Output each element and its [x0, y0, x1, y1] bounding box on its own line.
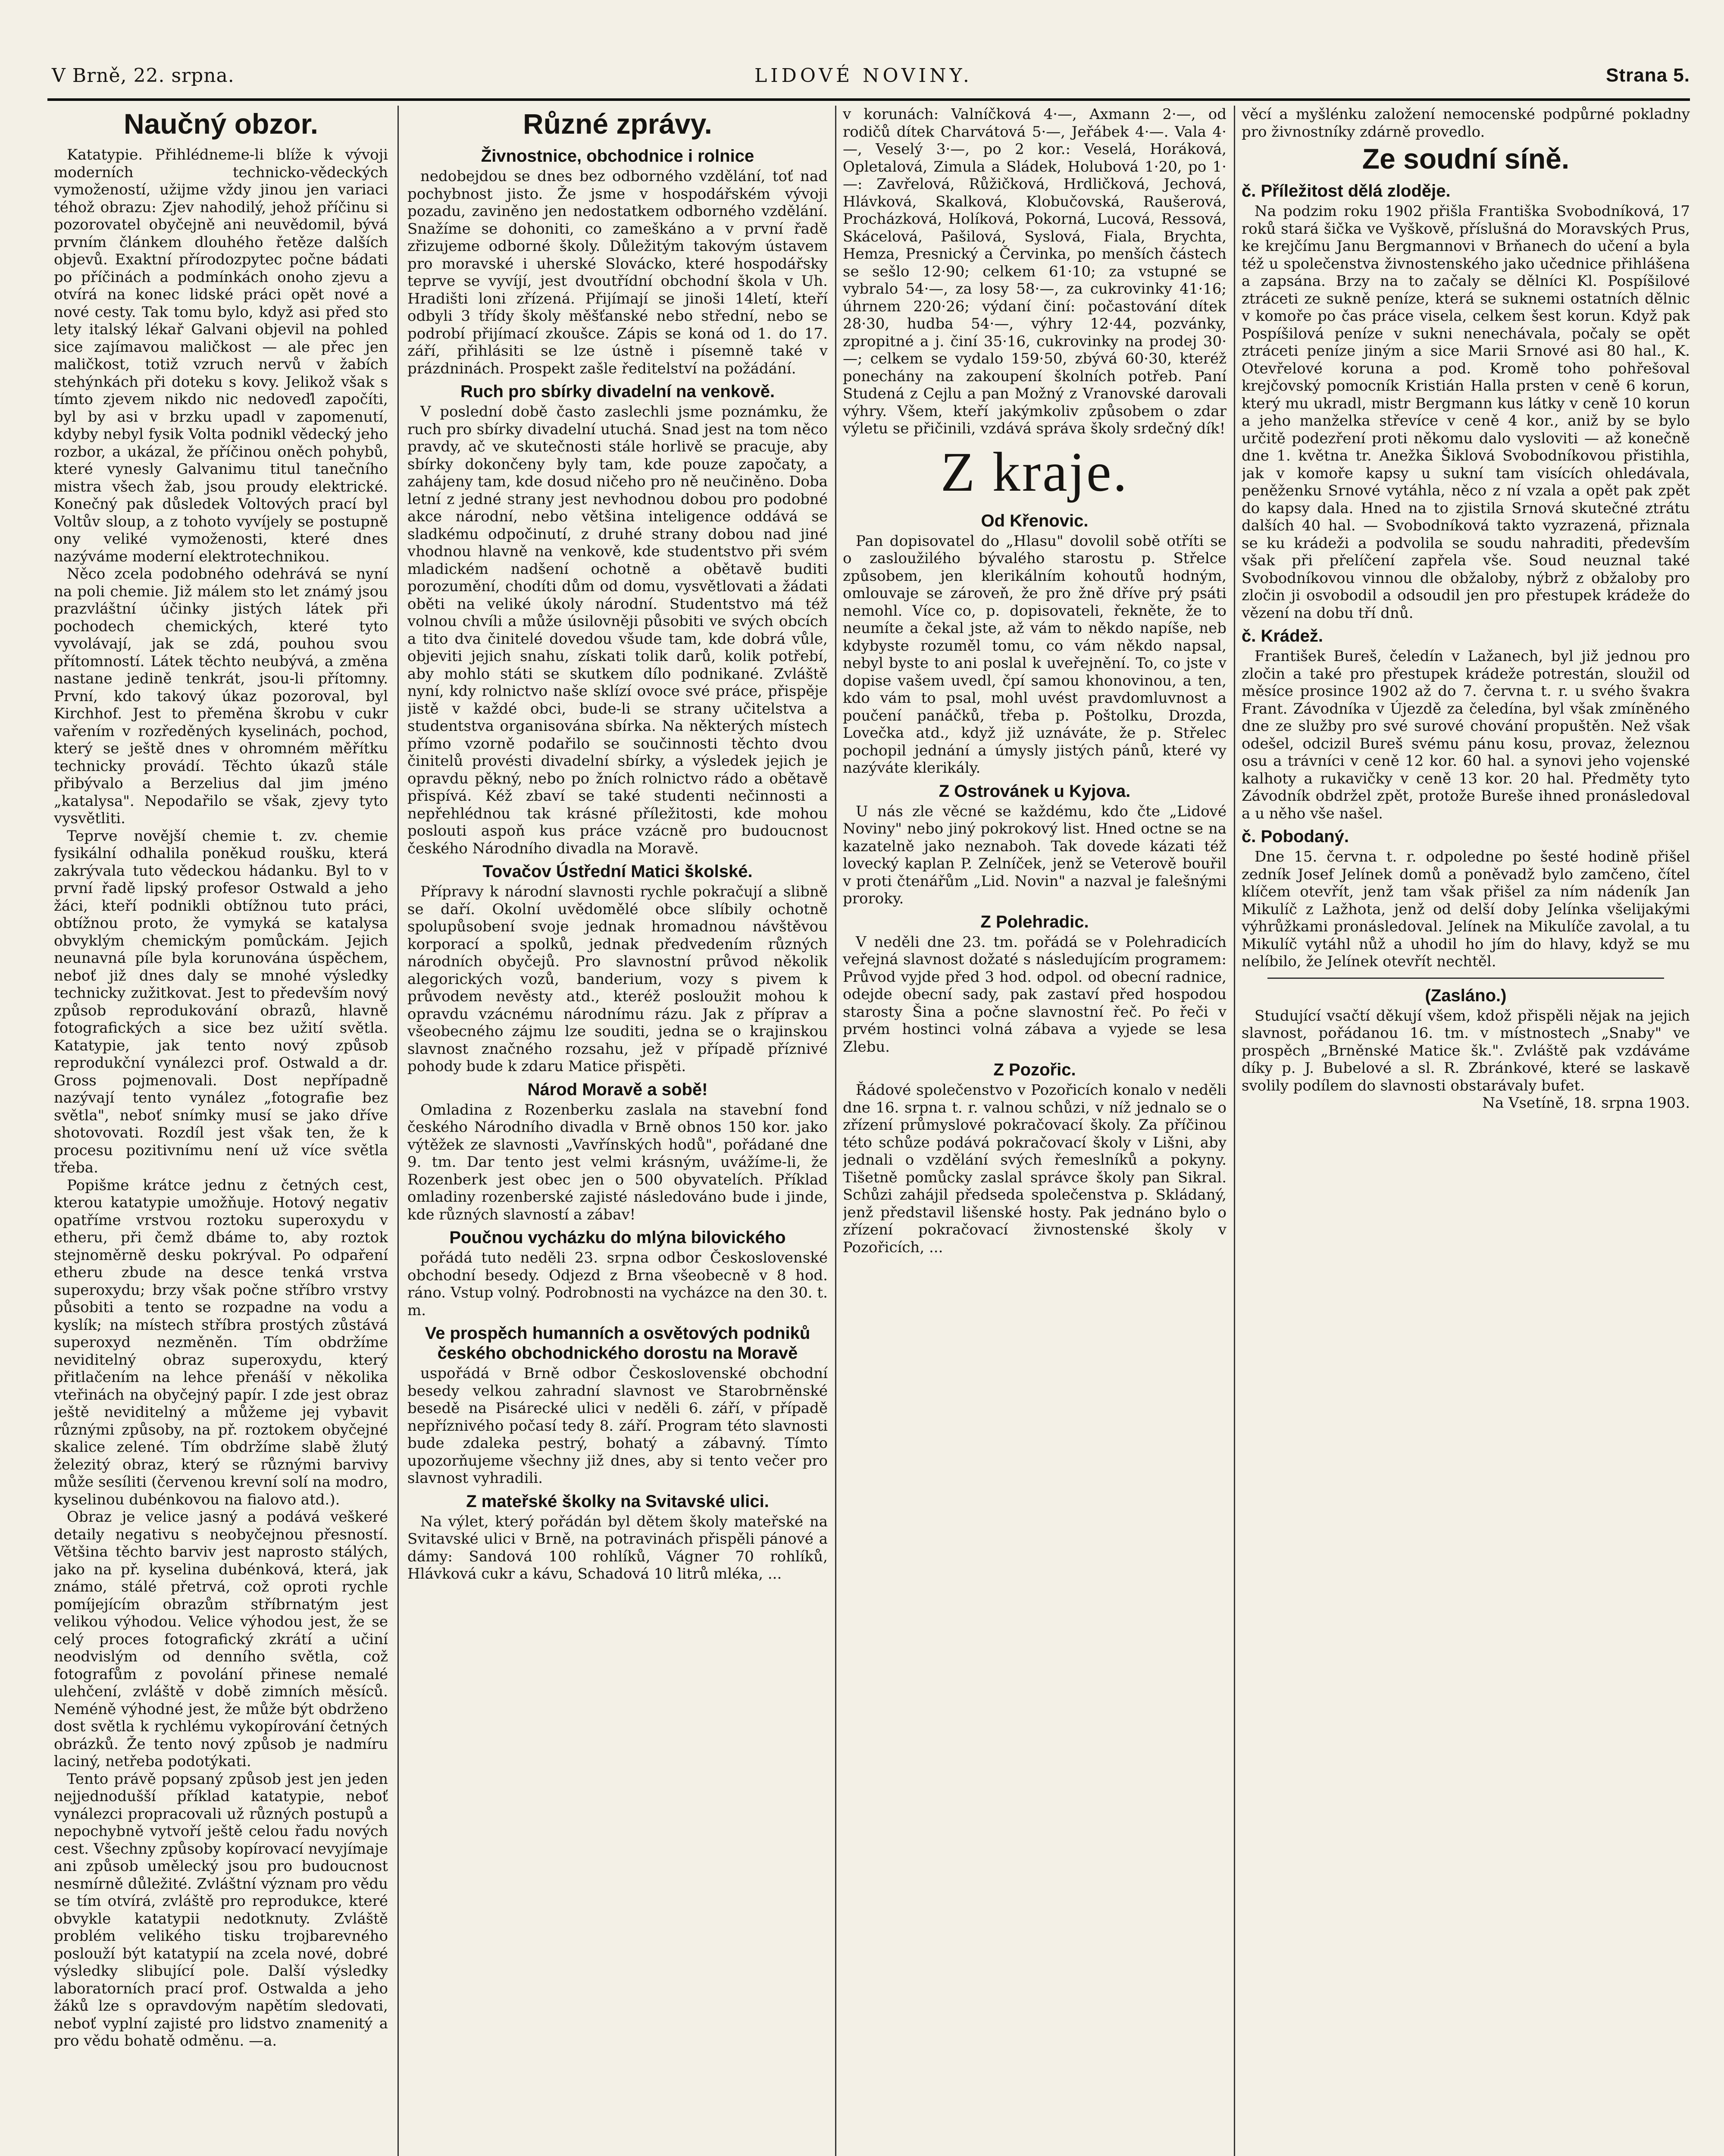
notice-heading: (Zasláno.) [1425, 986, 1507, 1005]
section-heading: Různé zprávy. [523, 108, 712, 140]
news-title: Z mateřské školky na Svitavské ulici. [466, 1492, 769, 1511]
court-title: č. Pobodaný. [1242, 827, 1349, 846]
regional-text: V neděli dne 23. tm. pořádá se v Polehradicích veřejná slavnost dožaté s následujícím programem: Průvod vyjde před 3 hod. odpol. od obecní radnice, odejde obecní sady, pak zastaví před hospodou starosty Šina a počne slavnostní řeč. Po řeči v prvém hostinci volná zábava a vyjede se lesa Zlebu. [843, 933, 1227, 1056]
article-paragraph: Tento právě popsaný způsob jest jen jeden nejjednodušší příklad katatypie, neboť vynálezci propracovali už různých postupů a nepochybně vytvoří ještě celou řadu nových cest. Všechny způsoby kopírovací nevyjímaje ani způsob umělecký jsou pro budoucnost nesmírně důležité. Zvláštní význam pro vědu se tím otvírá, zvláště pro reprodukce, které obvykle katatypii nedotknuty. Zvláště problém velikého tisku trojbarevného poslouží být katatypií na zcela nové, dobré výsledky slibující pole. Další výsledky laboratorních prací prof. Ostwalda a jeho žáků lze s opravdovým napětím sledovati, neboť vyplní zajisté pro lidstvo znamenitý a pro vědu bohatě odměnu. —a. [54, 1770, 388, 2049]
news-title: Národ Moravě a sobě! [527, 1080, 708, 1099]
section-heading: Ze soudní síně. [1362, 143, 1570, 175]
news-text: nedobejdou se dnes bez odborného vzdělání, toť nad pochybnost jisto. Že jsme v hospodářském vývoji pozadu, zaviněno jen nedostatkem odborného vzdělání. Snažíme se dohoniti, co zameškáno a v první řadě zřizujeme odborné školy. Důležitým takovým ústavem pro moravské i uherské Slovácko, které hospodářsky teprve se vyvíjí, jest dvoutřídní obchodní škola v Uh. Hradišti loni zřízená. Přijímají se jinoši 14letí, kteří odbyli 3 třídy školy měšťanské nebo střední, nebo se podrobí přijímací zkoušce. Zápis se koná od 1. do 17. září, přihlásiti se lze ústně i písemně také v prázdninách. Prospekt zašle ředitelství na požádání. [407, 168, 828, 377]
article-paragraph: Teprve novější chemie t. zv. chemie fysikální odhalila poněkud roušku, která zakrývala tuto vědeckou hádanku. Byl to v první řadě lipský profesor Ostwald a jeho žáci, kteří podnikli obtížnou tuto práci, obtížnou proto, že vymyká se katalysa obvyklým chemickým pomůckám. Jejich neunavná píle byla korunována úspěchem, neboť již dnes daly se mnohé výsledky technicky zužitkovat. Jest to především nový způsob reprodukování obrazů, hlavně fotografických a sice bez užití světla. Katatypie, jak tento nový způsob reprodukční vynálezci prof. Ostwald a dr. Gross pojmenovali. Dost nepřípadně nazývají tento vynález „fotografie bez světla", neboť snímky musí se jako dříve shotovovati. Rozdíl jest však ten, že k procesu pozitivnímu není už více světla třeba. [54, 827, 388, 1176]
regional-title: Od Křenovic. [981, 511, 1089, 530]
news-text: Přípravy k národní slavnosti rychle pokračují a slibně se daří. Okolní uvědomělé obce slíbily ochotně spolupůsobení svoje jednak hromadnou návštěvou korporací a spolků, jednak předvedením různých národních obyčejů. Pro slavnostní průvod několik alegorických vozů, banderium, vozy s pivem k průvodem nevěsty atd., kteréž posloužit mohou k opravdu vzácnému národnímu rázu. Jak z příprav a všeobecného zájmu lze souditi, jedna se o krajinskou slavnost značného rozsahu, jež v případě příznivé pohody bude k zdaru Matice přispěti. [407, 883, 828, 1075]
article-paragraph: Popišme krátce jednu z četných cest, kterou katatypie umožňuje. Hotový negativ opatříme vrstvou roztoku superoxydu v etheru, při čemž dbáme to, aby roztok stejnoměrně desku pokrýval. Po odpaření etheru zbude na desce tenká vrstva superoxydu; brzy však počne stříbro vrstvy působiti a tento se rozpadne na vodu a kyslík; na místech stříbra prostých zůstává superoxyd nezměněn. Tím obdržíme neviditelný obraz superoxydu, který přitlačením na lehce přenáší v několika vteřinách na obyčejný papír. I zde jest obraz ještě neviditelný a můžeme jej vybavit různými způsoby, na př. roztokem obyčejné skalice zelené. Tím obdržíme slabě žlutý železitý obraz, který se různými barvivy může sesíliti (červenou krevní solí na modro, kyselinou dubénkovou na fialovo atd.). [54, 1176, 388, 1508]
article-paragraph: Něco zcela podobného odehrává se nyní na poli chemie. Již málem sto let známý jsou prazvláštní účinky jistých látek při pochodech chemických, které tyto vyvolávají, jak se zdá, pouhou svou přítomností. Látek těchto neubývá, a změna nastane jedině tenkrát, jsou-li přítomny. První, kdo takový úkaz pozoroval, byl Kirchhof. Jest to přeměna škrobu v cukr vařením v rozředěných kyselinách, pochod, který se ještě dnes v ohromném měřítku technicky provádí. Těchto úkazů stále přibývalo a Berzelius dal jim jméno „katalysa". Nepodařilo se však, zjevy tyto vysvětliti. [54, 565, 388, 827]
regional-text: Řádové společenstvo v Pozořicích konalo v neděli dne 16. srpna t. r. valnou schůzi, v níž jednalo se o zřízení průmyslové pokračovací školy. Za příčinou této schůze podává pokračovací školy v Lišni, aby jednali o vzdělání svých řemeslníků a pokyny. Tišetně pomůcky zaslal správce školy pan Sikral. Schůzi zahájil předseda společenstva p. Skládaný, jenž představil lišenské hosty. Pak jednáno bylo o zřízení pokračovací živnostenské školy v Pozořicích, ... [843, 1081, 1227, 1256]
news-text: Na výlet, který pořádán byl dětem školy mateřské na Svitavské ulici v Brně, na potravinách přispěli pánové a dámy: Sandová 100 rohlíků, Vágner 70 rohlíků, Hlávková cukr a kávu, Schadová 10 litrů mléka, ... [407, 1513, 828, 1583]
notice-text: Studující vsačtí děkují všem, kdož přispěli nějak na jejich slavnost, pořádanou 16. tm. v místnostech „Snaby" ve prospěch „Brněnské Matice šk.". Zvláště pak vzdáváme díky p. J. Bubelové a sl. R. Zbránkové, které se laskavě svolily podílem do slavnosti obstarávaly bufet. [1242, 1007, 1690, 1094]
regional-title: Z Pozořic. [993, 1060, 1076, 1079]
news-title: Ruch pro sbírky divadelní na venkově. [460, 382, 775, 401]
regional-text: U nás zle věcné se každému, kdo čte „Lidové Noviny" nebo jiný pokrokový list. Hned octne se na kazatelně jako neznaboh. Tak dovede kázati též lovecký kaplan P. Zelníček, jenž se Veterově bouřil v proti čtenářům „Lid. Novin" a nazval je falešnými proroky. [843, 802, 1227, 907]
continued-text: věcí a myšlénku založení nemocenské podpůrné pokladny pro živnostníky zdárně provedlo. [1242, 106, 1690, 141]
regional-title: Z Polehradic. [980, 912, 1089, 931]
section-heading: Z kraje. [940, 441, 1129, 503]
regional-text: Pan dopisovatel do „Hlasu" dovolil sobě otříti se o zasloužilého bývalého starostu p. Střelce způsobem, jen klerikálním kohoutů hodným, omlouvaje se zároveň, že pro žně dříve prý psáti nemohl. Více co, p. dopisovateli, řekněte, že to neumíte a čekal jste, až vám to někdo napíše, neb kdybyste rozuměl tomu, co vám někdo napsal, nebyl byste to ani poslal k uveřejnění. To, co jste v dopise vašem uvedl, čpí samou khonovinou, a ten, kdo vám to psal, mohl uvést pravdomluvnost a poučení panáčků, třeba p. Poštolku, Drozda, Lovečka atd., když již uznáváte, že p. Střelec pochopil jednání a úmysly jistých pánů, které vy nazýváte klerikály. [843, 532, 1227, 777]
column-court [1242, 106, 1690, 2156]
divider [1267, 978, 1664, 979]
header-rule [47, 98, 1690, 101]
news-text: V poslední době často zaslechli jsme poznámku, že ruch pro sbírky divadelní utuchá. Snad jest na tom něco pravdy, ač ve skutečnosti stále horlivě se pracuje, aby sbírky dokončeny byly tam, kde pouze započaty, a zahájeny tam, kde dosud ničeho pro ně neučiněno. Doba letní z jedné strany jest nevhodnou dobou pro podobné akce národní, nebo většina inteligence oddává se sladkému odpočinutí, z druhé strany dobou nad jiné vhodnou hlavně na venkově, kde studentstvo při svém mladickém nadšení ochotně a obětavě buditi porozumění, chodíti dům od domu, vysvětlovati a žádati oběti na veliké úkoly národní. Studentstvo má též volnou chvíli a může úsilovněji působiti ve svých obcích a tito dva činitelé dovedou všude tam, kde dobrá vůle, objeviti jejich snahu, získati tolik darů, kolik potřebí, aby mohlo státi se skutkem dílo podnikané. Zvláště nyní, kdy rolnictvo naše sklízí ovoce své práce, přispěje jistě v každé obci, bude-li se strany učitelstva a studentstva organisována sbírka. Na některých místech přímo vzorně podařilo se součinnosti těchto dvou činitelů provésti divadelní sbírky, a výsledek jejich je opravdu pěkný, nebo po žních rolnictvo rádo a obětavě přispívá. Kéž zbaví se také studenti nečinnosti a nepřehlédnou tak krásné příležitosti, kde mohou poslouti aspoň kus práce vzácně pro budoucnost českého Národního divadla na Moravě. [407, 403, 828, 857]
column-divider [1234, 106, 1235, 2156]
column-divider [835, 106, 836, 2156]
court-title: č. Příležitost dělá zloděje. [1242, 182, 1451, 201]
news-title: Ve prospěch humanních a osvětových podniků českého obchodnického dorostu na Moravě [425, 1324, 810, 1363]
regional-title: Z Ostrovánek u Kyjova. [939, 781, 1131, 801]
column-divider [397, 106, 399, 2156]
court-text: Na podzim roku 1902 přišla Františka Svobodníková, 17 roků stará šička ve Vyškově, příslušná do Moravských Prus, ke krejčímu Janu Bergmannovi v Brňanech do učení a byla též u společenstva živnostenského jako učednice přihlášena a zapsána. Brzy na to začaly se dělníci Kl. Pospíšilové ztráceti ze sukně peníze, která se suknemi ostatních dělnic v komoře po čas práce visela, celkem šest korun. Když pak Pospíšilová peníze v sukni nenechávala, počaly se opět ztráceti peníze jiným a sice Marii Srnové asi 80 hal., K. Otevřelové koruna a pod. Kromě toho pohřešoval krejčovský pomocník Kristián Halla prsten v ceně 6 korun, který mu ukradl, mistr Bergmann kus látky v ceně 10 korun a jeho manželka střevíce v ceně 4 kor., aniž by se bylo určitě podezření proti někomu dalo vysloviti — až konečně dne 1. května tr. Anežka Šiklová Svobodníkovou přistihla, jak v komoře kapsy u sukní tam visících ohledávala, peněženku Srnové vytáhla, něco z ní vzala a opět pak zpět do kapsy dala. Hned na to zjistila Srnová skutečné ztrátu dalších 40 hal. — Svobodníková takto vyzrazená, přiznala se ku krádeži a podvolila se soudu nahraditi, především však při přelíčení zapřela vše. Soud neuznal také Svobodníkovou vinnou dle obžaloby, nýbrž z obžaloby pro zločin ji osvobodil a odsoudil jen pro přestupek krádeže do vězení na dobu tří dnů. [1242, 203, 1690, 622]
header-page-number: Strana 5. [1606, 65, 1690, 86]
notice-signature: Na Vsetíně, 18. srpna 1903. [1482, 1094, 1690, 1112]
article-paragraph: Katatypie. Přihlédneme-li blíže k vývoji moderních technicko-vědeckých vymožeností, užijme vždy jinou jen variaci téhož obrazu: Zjev nahodilý, jehož příčinu si pozorovatel obyčejně ani neuvědomil, bývá prvním článkem dlouhého řetěze dalších objevů. Exaktní přírodozpytec počne bádati po příčinách a podmínkách onoho zjevu a otvírá na konec lidské práci opět nové a nové cesty. Tak tomu bylo, když asi před sto lety italský lékař Galvani objevil na pohled sice zajímavou maličkost — ale přec jen maličkost, totiž vzruch nervů v žabích stehýnkách při doteku s kovy. Jelikož však s tímto zjevem nikdo nic nedoveďl započíti, byl by asi v brzku upadl v zapomenutí, kdyby nebyl fysik Volta podnikl vědecký jeho rozbor, a ukázal, že příčinou oněch pohybů, které vynesly Galvanimu titul tanečního mistra všech žab, jsou proudy elektrické. Konečný pak důsledek Voltových prací byl Voltův sloup, a z tohoto vyvíjely se postupně ony veliké vymoženosti, které dnes nazýváme moderní elektrotechnikou. [54, 146, 388, 565]
header-date: V Brně, 22. srpna. [52, 65, 235, 87]
news-text: pořádá tuto neděli 23. srpna odbor Československé obchodní besedy. Odjezd z Brna všeobecně v 8 hod. ráno. Vstup volný. Podrobnosti na vycházce na den 30. t. m. [407, 1249, 828, 1319]
news-title: Poučnou vycházku do mlýna bilovického [449, 1228, 786, 1247]
news-text: Omladina z Rozenberku zaslala na stavební fond českého Národního divadla v Brně obnos 150 kor. jako výtěžek ze slavnosti „Vavřínských hodů", pořádané dne 9. tm. Dar tento jest velmi krásným, uvážíme-li, že Rozenberk jest obec jen o 500 obyvatelích. Příklad omladiny rozenberské zajisté následováno bude i jinde, kde různých slavností a zábav! [407, 1101, 828, 1223]
court-text: Dne 15. června t. r. odpoledne po šesté hodině přišel zedník Josef Jelínek domů a poněvadž bylo zamčeno, čítel klíčem otevřít, jenž tam však přišel za ním nádeník Jan Mikulíč z Lažhota, jenž od delší doby Jelínka všelijakými výhrůžkami pronásledoval. Jelínek na Mikulíče zavolal, a tu Mikulíč vytáhl nůž a uhodil ho jím do hlavy, když se mu nelíbilo, že Jelínek otevřít nechtěl. [1242, 848, 1690, 970]
section-heading: Naučný obzor. [123, 108, 319, 140]
news-text: uspořádá v Brně odbor Československé obchodní besedy velkou zahradní slavnost ve Starobrněnské besedě na Pisárecké ulici v neděli 6. září, v případě nepříznivého počasí tedy 8. září. Program této slavnosti bude zdaleka pestrý, bohatý a zábavný. Tímto upozorňujeme všechny již dnes, aby si tento večer pro slavnost vyhradili. [407, 1365, 828, 1487]
column-science [54, 106, 388, 2156]
news-title: Živnostnice, obchodnice i rolnice [481, 147, 754, 166]
article-paragraph: Obraz je velice jasný a podává veškeré detaily negativu s neobyčejnou přesností. Většina těchto barviv jest naprosto stálých, jako na př. kyselina dubénková, která, jak známo, stálé přetrvá, což oproti rychle pomíjejícím obrazům stříbrnatým jest velikou výhodou. Velice výhodou jest, že se celý proces fotografický zkrátí a učiní neodvislým od denního světla, což fotografům z povolání přinese nemalé ulehčení, zvláště v době zimních měsíců. Neméně výhodné jest, že může být obdrženo dost světla k rychlému vykopírování četných obrázků. Že tento nový způsob je nadmíru laciný, netřeba podotýkati. [54, 1508, 388, 1770]
court-text: František Bureš, čeledín v Lažanech, byl již jednou pro zločin a také pro přestupek krádeže potrestán, sloužil od měsíce prosince 1902 až do 7. června t. r. u svého švakra Frant. Závodníka v Újezdě za čeledína, byl však zmíněného dne ze služby pro své surové chování propuštěn. Než však odešel, odcizil Bureš svému pánu kosu, provaz, železnou osu a trávníci v ceně 12 kor. 60 hal. a synovi jeho vojenské kalhoty a rukavičky v ceně 13 kor. 20 hal. Předměty tyto Závodník obdržel zpět, protože Bureše ihned pronásledoval a u něho vše našel. [1242, 648, 1690, 822]
header-title: LIDOVÉ NOVINY. [754, 65, 973, 87]
court-title: č. Krádež. [1242, 627, 1323, 646]
page-header [52, 65, 1690, 112]
news-title: Tovačov Ústřední Matici školské. [482, 862, 753, 881]
column-news [407, 106, 828, 2156]
continued-text: v korunách: Valníčková 4·—, Axmann 2·—, od rodičů dítek Charvátová 5·—, Jeřábek 4·—. Vala 4·—, Veselý 3·—, po 2 kor.: Veselá, Horáková, Opletalová, Zimula a Sládek, Holubová 1·20, po 1·—: Zavřelová, Růžičková, Hrdličková, Jechová, Hlávková, Skalková, Klobučovská, Raušerová, Procházková, Holíková, Pokorná, Lucová, Ressová, Skácelová, Pašilová, Syslová, Fiala, Brychta, Hemza, Presnický a Červinka, po menších částech se sešlo 12·90; celkem 61·10; za vstupné se vybralo 54·—, za losy 58·—, za cukrovinky 41·16; úhrnem 220·26; výdaní činí: počastování dítek 28·30, hudba 54·—, výhry 12·44, pozvánky, zpropitné a j. činí 35·16, cukrovinky na prodej 30·—; celkem se vydalo 159·50, zbývá 60·30, kteréž ponechány na zakoupení školních potřeb. Paní Studená z Cejlu a pan Možný z Vranovské darovali výhry. Všem, kteří jakýmkoliv způsobem o zdar výletu se přičinili, vzdává správa školy srdečný dík! [843, 106, 1227, 437]
column-regional [843, 106, 1227, 2156]
